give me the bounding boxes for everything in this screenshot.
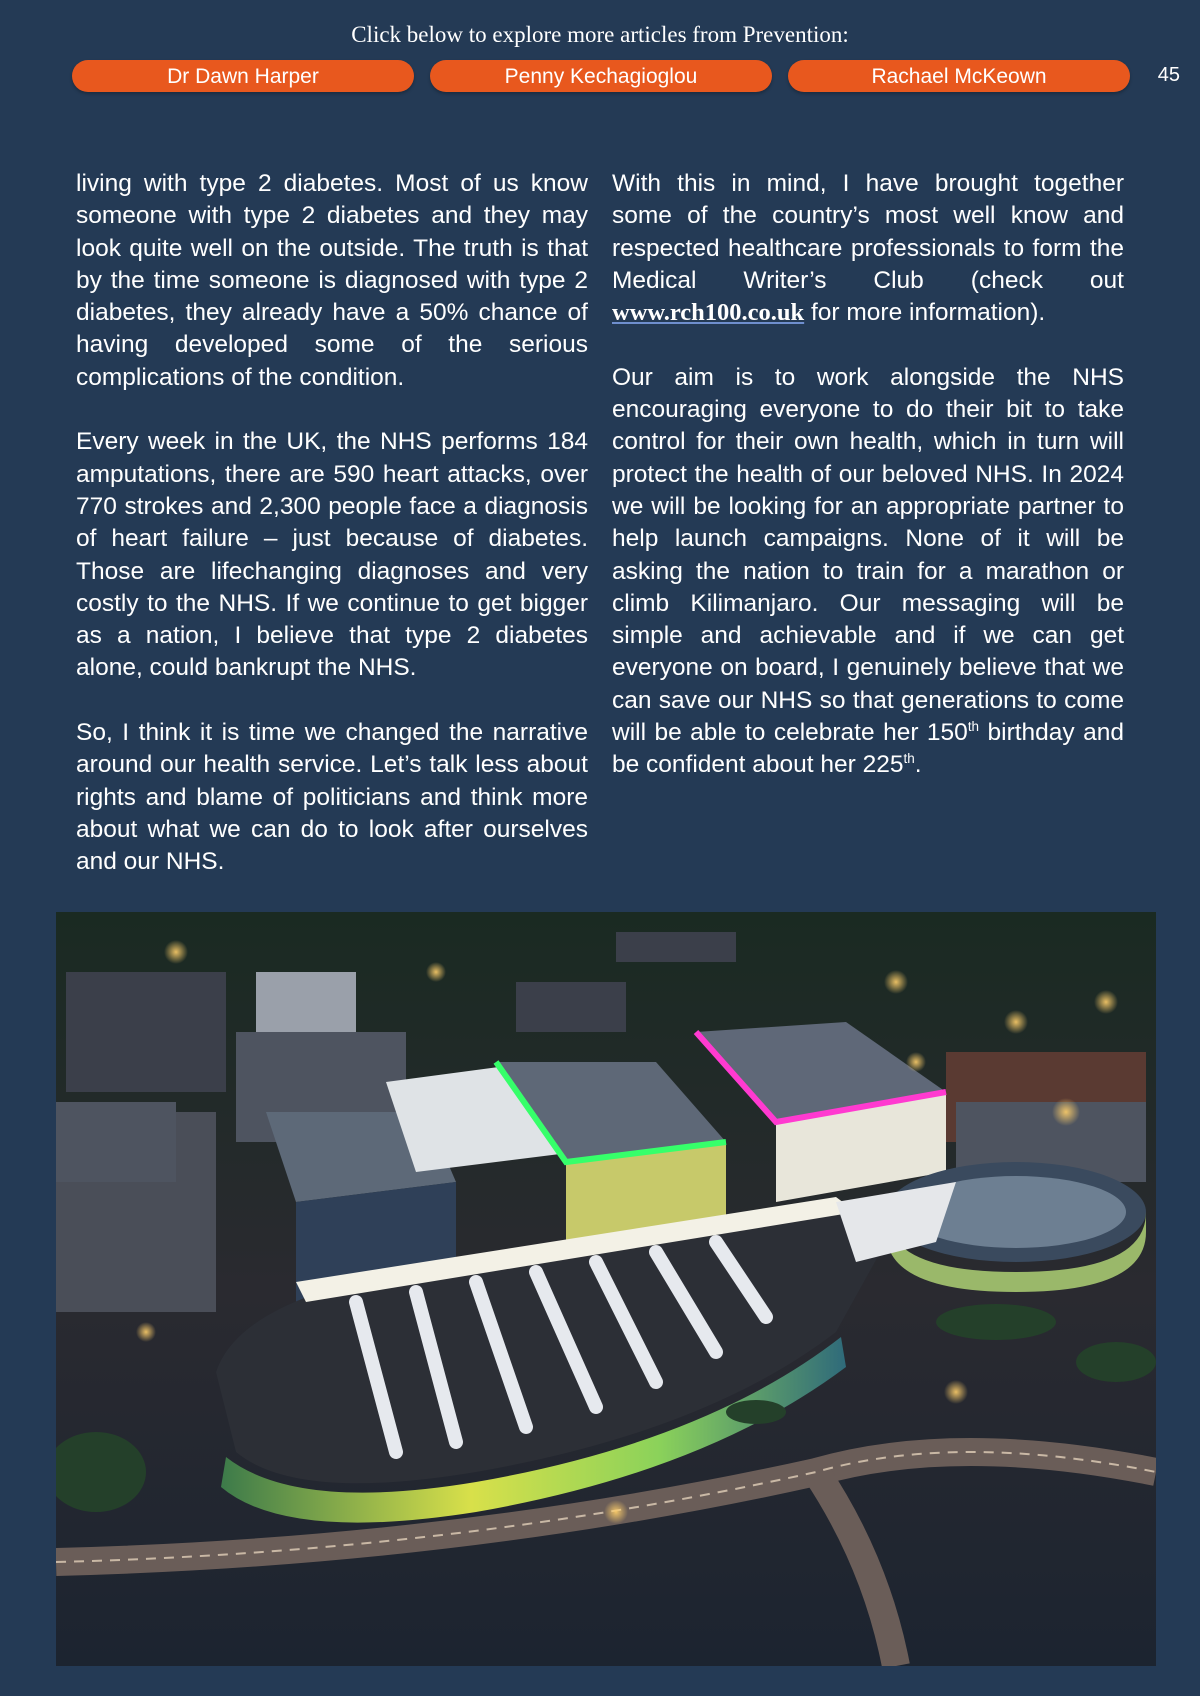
right-paragraph-1	[612, 168, 1124, 329]
right-paragraph-1-text-b: for more information).	[804, 299, 1046, 327]
right-paragraph-2-text-c: .	[914, 751, 922, 779]
article-button-rachael-mckeown[interactable]: Rachael McKeown	[788, 60, 1130, 92]
article-links	[72, 60, 1130, 92]
left-column	[76, 168, 588, 911]
left-paragraph-3: So, I think it is time we changed the narrative around our health service. Let’s talk less about rights and blame of politicians and think more about what we can do to look after ourselves and our NHS.	[76, 719, 588, 876]
page-number: 45	[1157, 64, 1180, 86]
article-button-dawn-harper[interactable]: Dr Dawn Harper	[72, 60, 414, 92]
right-paragraph-2	[612, 362, 1124, 782]
nav-heading: Click below to explore more articles from Prevention:	[351, 22, 849, 47]
left-paragraph-1: living with type 2 diabetes. Most of us know someone with type 2 diabetes and they may look quite well on the outside. The truth is that by the time someone is diagnosed with type 2 diabetes, they already have a 50% chance of having developed some of the serious complications of the condition.	[76, 170, 588, 391]
right-paragraph-1-text-a: With this in mind, I have brought together some of the country’s most well know and respected healthcare professionals to form the Medical Writer’s Club (check out	[612, 170, 1124, 294]
superscript-th-2: th	[903, 751, 915, 767]
right-paragraph-2-text-b: birthday and be confident about her 225	[612, 719, 1124, 779]
hospital-aerial-photo	[56, 912, 1156, 1666]
rch100-link[interactable]: www.rch100.co.uk	[612, 299, 805, 327]
right-column	[612, 168, 1124, 814]
right-paragraph-2-text-a: Our aim is to work alongside the NHS encouraging everyone to do their bit to take control for their own health, which in turn will protect the health of our beloved NHS. In 2024 we will be looking for an appropriate partner to help launch campaigns. None of it will be asking the nation to train for a marathon or climb Kilimanjaro. Our messaging will be simple and achievable and if we can get everyone on board, I genuinely believe that we can save our NHS so that generations to come will be able to celebrate her 150	[612, 363, 1124, 747]
hospital-illustration	[56, 912, 1156, 1666]
left-paragraph-2: Every week in the UK, the NHS performs 184 amputations, there are 590 heart attacks, over 770 strokes and 2,300 people face a diagnosis of heart failure – just because of diabetes. Those are lifechanging diagnoses and very costly to the NHS. If we continue to get bigger as a nation, I believe that type 2 diabetes alone, could bankrupt the NHS.	[76, 428, 588, 682]
article-button-penny-kechagioglou[interactable]: Penny Kechagioglou	[430, 60, 772, 92]
superscript-th-1: th	[967, 718, 980, 734]
